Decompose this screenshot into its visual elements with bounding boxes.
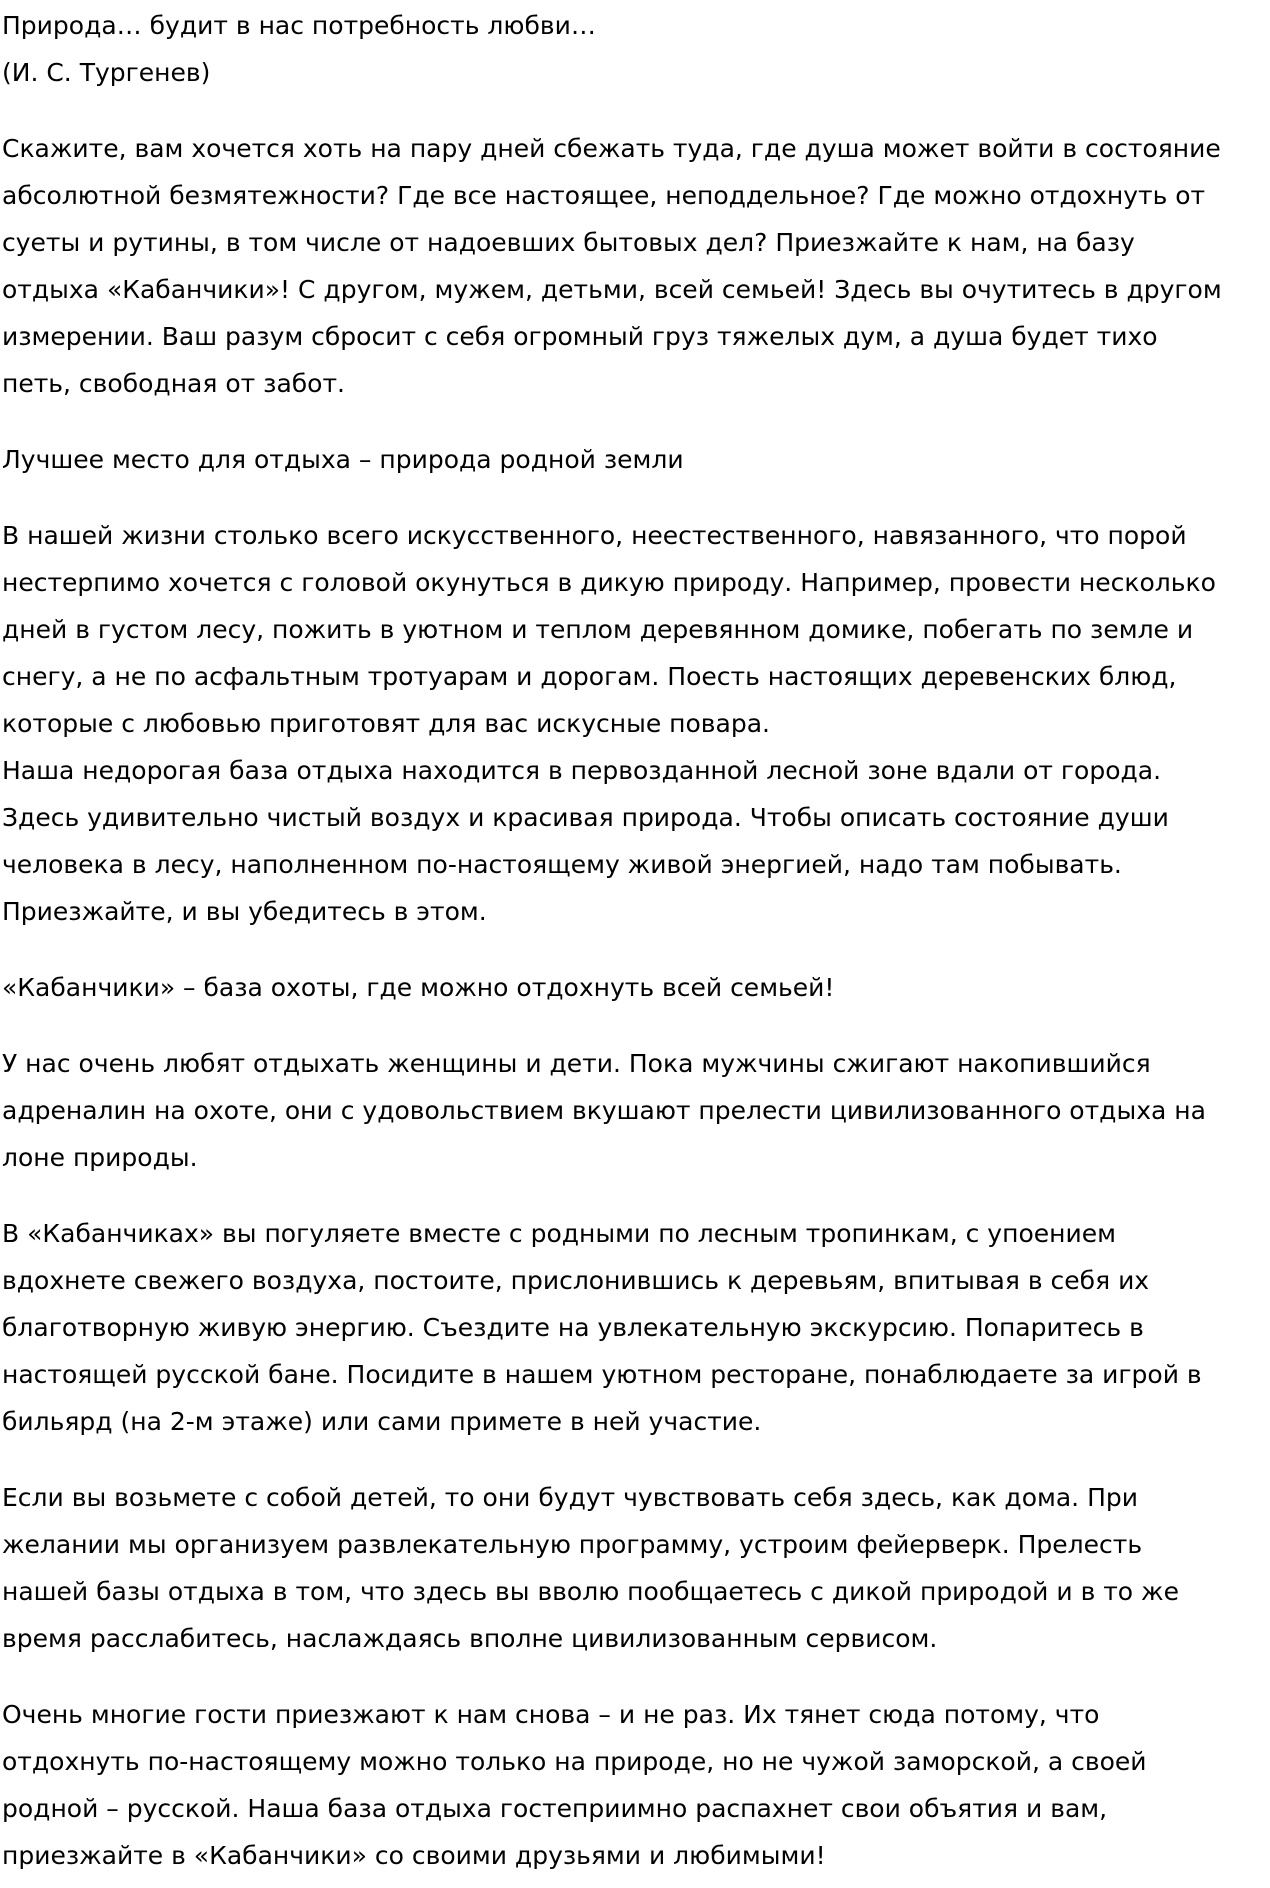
- subheading-kabanchiki: [2, 964, 1262, 1011]
- document-body: [2, 2, 1262, 1879]
- text-line: Если вы возьмете с собой детей, то они будут чувствовать себя здесь, как дома. При: [2, 1483, 1138, 1512]
- text-line: человека в лесу, наполненном по-настоящему живой энергией, надо там побывать.: [2, 850, 1122, 879]
- text-line: Очень многие гости приезжают к нам снова – и не раз. Их тянет сюда потому, что: [2, 1700, 1100, 1729]
- text-line: петь, свободная от забот.: [2, 369, 345, 398]
- text-line: отдохнуть по-настоящему можно только на природе, но не чужой заморской, а своей: [2, 1747, 1147, 1776]
- text-line: измерении. Ваш разум сбросит с себя огромный груз тяжелых дум, а душа будет тихо: [2, 322, 1158, 351]
- children-paragraph: [2, 1474, 1262, 1662]
- text-line: благотворную живую энергию. Съездите на увлекательную экскурсию. Попаритесь в: [2, 1313, 1144, 1342]
- nature-paragraph: [2, 512, 1262, 935]
- text-line: (И. С. Тургенев): [2, 58, 211, 87]
- text-line: нашей базы отдыха в том, что здесь вы вволю пообщаетесь с дикой природой и в то же: [2, 1577, 1179, 1606]
- text-line: адреналин на охоте, они с удовольствием вкушают прелести цивилизованного отдыха на: [2, 1096, 1206, 1125]
- text-line: суеты и рутины, в том числе от надоевших бытовых дел? Приезжайте к нам, на базу: [2, 228, 1135, 257]
- text-line: У нас очень любят отдыхать женщины и дети. Пока мужчины сжигают накопившийся: [2, 1049, 1151, 1078]
- text-line: Здесь удивительно чистый воздух и красивая природа. Чтобы описать состояние души: [2, 803, 1169, 832]
- text-line: Природа… будит в нас потребность любви…: [2, 11, 596, 40]
- text-line: время расслабитесь, наслаждаясь вполне цивилизованным сервисом.: [2, 1624, 938, 1653]
- text-line: родной – русской. Наша база отдыха гостеприимно распахнет свои объятия и вам,: [2, 1794, 1108, 1823]
- text-line: снегу, а не по асфальтным тротуарам и дорогам. Поесть настоящих деревенских блюд,: [2, 662, 1177, 691]
- text-line: В «Кабанчиках» вы погуляете вместе с родными по лесным тропинкам, с упоением: [2, 1219, 1116, 1248]
- text-line: желании мы организуем развлекательную программу, устроим фейерверк. Прелесть: [2, 1530, 1143, 1559]
- text-line: Приезжайте, и вы убедитесь в этом.: [2, 897, 487, 926]
- family-paragraph: [2, 1040, 1262, 1181]
- epigraph: [2, 2, 1262, 96]
- text-line: вдохнете свежего воздуха, постоите, прислонившись к деревьям, впитывая в себя их: [2, 1266, 1150, 1295]
- text-line: нестерпимо хочется с головой окунуться в дикую природу. Например, провести несколько: [2, 568, 1216, 597]
- text-line: Лучшее место для отдыха – природа родной земли: [2, 445, 684, 474]
- text-line: лоне природы.: [2, 1143, 198, 1172]
- text-line: настоящей русской бане. Посидите в нашем уютном ресторане, понаблюдаете за игрой в: [2, 1360, 1202, 1389]
- text-line: Наша недорогая база отдыха находится в первозданной лесной зоне вдали от города.: [2, 756, 1162, 785]
- intro-paragraph: [2, 125, 1262, 407]
- subheading-best-place: [2, 436, 1262, 483]
- text-line: Скажите, вам хочется хоть на пару дней сбежать туда, где душа может войти в состояние: [2, 134, 1221, 163]
- text-line: отдыха «Кабанчики»! С другом, мужем, детьми, всей семьей! Здесь вы очутитесь в другом: [2, 275, 1222, 304]
- text-line: которые с любовью приготовят для вас искусные повара.: [2, 709, 770, 738]
- text-line: дней в густом лесу, пожить в уютном и теплом деревянном домике, побегать по земле и: [2, 615, 1194, 644]
- closing-paragraph: [2, 1691, 1262, 1879]
- text-line: бильярд (на 2-м этаже) или сами примете в ней участие.: [2, 1407, 762, 1436]
- text-line: В нашей жизни столько всего искусственного, неестественного, навязанного, что порой: [2, 521, 1187, 550]
- text-line: «Кабанчики» – база охоты, где можно отдохнуть всей семьей!: [2, 973, 835, 1002]
- text-line: приезжайте в «Кабанчики» со своими друзьями и любимыми!: [2, 1841, 826, 1870]
- activities-paragraph: [2, 1210, 1262, 1445]
- text-line: абсолютной безмятежности? Где все настоящее, неподдельное? Где можно отдохнуть от: [2, 181, 1206, 210]
